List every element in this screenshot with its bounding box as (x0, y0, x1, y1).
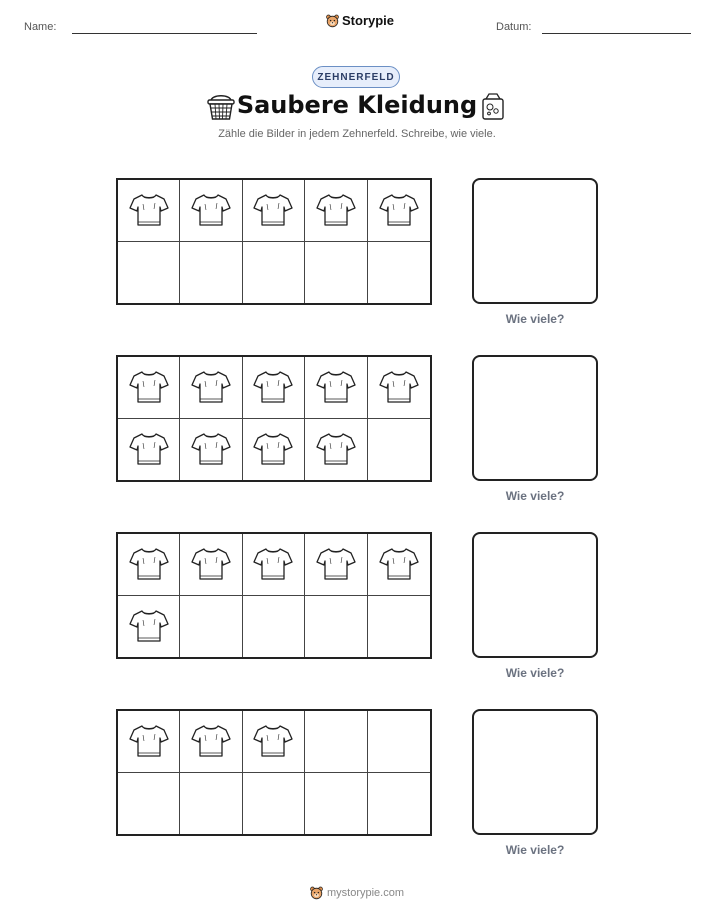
ten-frame-cell (368, 419, 430, 481)
t-shirt-icon (252, 721, 294, 761)
topic-badge: ZEHNERFELD (312, 66, 400, 88)
name-line[interactable] (72, 33, 257, 34)
ten-frame-cell (180, 773, 242, 835)
t-shirt-icon (128, 606, 170, 646)
ten-frame-cell (180, 534, 242, 596)
t-shirt-icon (128, 721, 170, 761)
t-shirt-icon (190, 367, 232, 407)
ten-frame-cell (118, 773, 180, 835)
answer-prompt: Wie viele? (505, 489, 565, 503)
footer-url[interactable]: mystorypie.com (326, 887, 405, 899)
ten-frame (116, 355, 432, 482)
ten-frame (116, 709, 432, 836)
bear-icon (310, 886, 323, 900)
t-shirt-icon (252, 429, 294, 469)
answer-prompt: Wie viele? (505, 843, 565, 857)
instructions: Zähle die Bilder in jedem Zehnerfeld. Schreibe, wie viele. (218, 128, 496, 140)
answer-box[interactable] (472, 709, 598, 835)
t-shirt-icon (315, 367, 357, 407)
ten-frame-cell (368, 357, 430, 419)
ten-frame-cell (243, 180, 305, 242)
t-shirt-icon (128, 367, 170, 407)
ten-frame-cell (243, 419, 305, 481)
ten-frame-cell (180, 242, 242, 304)
t-shirt-icon (190, 429, 232, 469)
ten-frame-cell (368, 180, 430, 242)
name-label: Name: (24, 21, 57, 33)
ten-frame-cell (180, 419, 242, 481)
ten-frame-cell (180, 357, 242, 419)
ten-frame-cell (305, 242, 367, 304)
ten-frame-cell (118, 711, 180, 773)
answer-prompt: Wie viele? (505, 312, 565, 326)
bear-icon (326, 14, 339, 28)
t-shirt-icon (378, 190, 420, 230)
ten-frame-cell (305, 534, 367, 596)
ten-frame-cell (118, 596, 180, 658)
brand-logo (326, 13, 394, 28)
t-shirt-icon (252, 544, 294, 584)
ten-frame-cell (305, 180, 367, 242)
ten-frame-cell (118, 419, 180, 481)
t-shirt-icon (252, 190, 294, 230)
t-shirt-icon (190, 721, 232, 761)
answer-box[interactable] (472, 532, 598, 658)
ten-frame-cell (180, 711, 242, 773)
ten-frame-cell (243, 711, 305, 773)
ten-frame-cell (368, 596, 430, 658)
ten-frame-cell (180, 180, 242, 242)
answer-box[interactable] (472, 355, 598, 481)
t-shirt-icon (315, 429, 357, 469)
t-shirt-icon (128, 190, 170, 230)
ten-frame-cell (368, 711, 430, 773)
ten-frame (116, 178, 432, 305)
t-shirt-icon (190, 190, 232, 230)
ten-frame-cell (368, 773, 430, 835)
t-shirt-icon (378, 544, 420, 584)
brand-name: Storypie (342, 13, 395, 28)
ten-frame-cell (368, 242, 430, 304)
date-line[interactable] (542, 33, 691, 34)
date-label: Datum: (496, 21, 532, 33)
ten-frame-cell (118, 357, 180, 419)
ten-frame-cell (243, 534, 305, 596)
ten-frame-cell (118, 180, 180, 242)
ten-frame-cell (243, 596, 305, 658)
t-shirt-icon (128, 544, 170, 584)
t-shirt-icon (315, 544, 357, 584)
t-shirt-icon (315, 190, 357, 230)
t-shirt-icon (128, 429, 170, 469)
ten-frame-cell (118, 534, 180, 596)
detergent-box-icon (480, 91, 506, 121)
answer-prompt: Wie viele? (505, 666, 565, 680)
ten-frame-cell (243, 357, 305, 419)
ten-frame-cell (368, 534, 430, 596)
ten-frame-cell (180, 596, 242, 658)
ten-frame-cell (305, 596, 367, 658)
t-shirt-icon (378, 367, 420, 407)
ten-frame (116, 532, 432, 659)
t-shirt-icon (190, 544, 232, 584)
ten-frame-cell (243, 242, 305, 304)
ten-frame-cell (305, 357, 367, 419)
ten-frame-cell (305, 773, 367, 835)
ten-frame-cell (118, 242, 180, 304)
ten-frame-cell (305, 419, 367, 481)
answer-box[interactable] (472, 178, 598, 304)
t-shirt-icon (252, 367, 294, 407)
ten-frame-cell (243, 773, 305, 835)
page-title: Saubere Kleidung (236, 91, 478, 119)
footer (0, 886, 714, 900)
ten-frame-cell (305, 711, 367, 773)
